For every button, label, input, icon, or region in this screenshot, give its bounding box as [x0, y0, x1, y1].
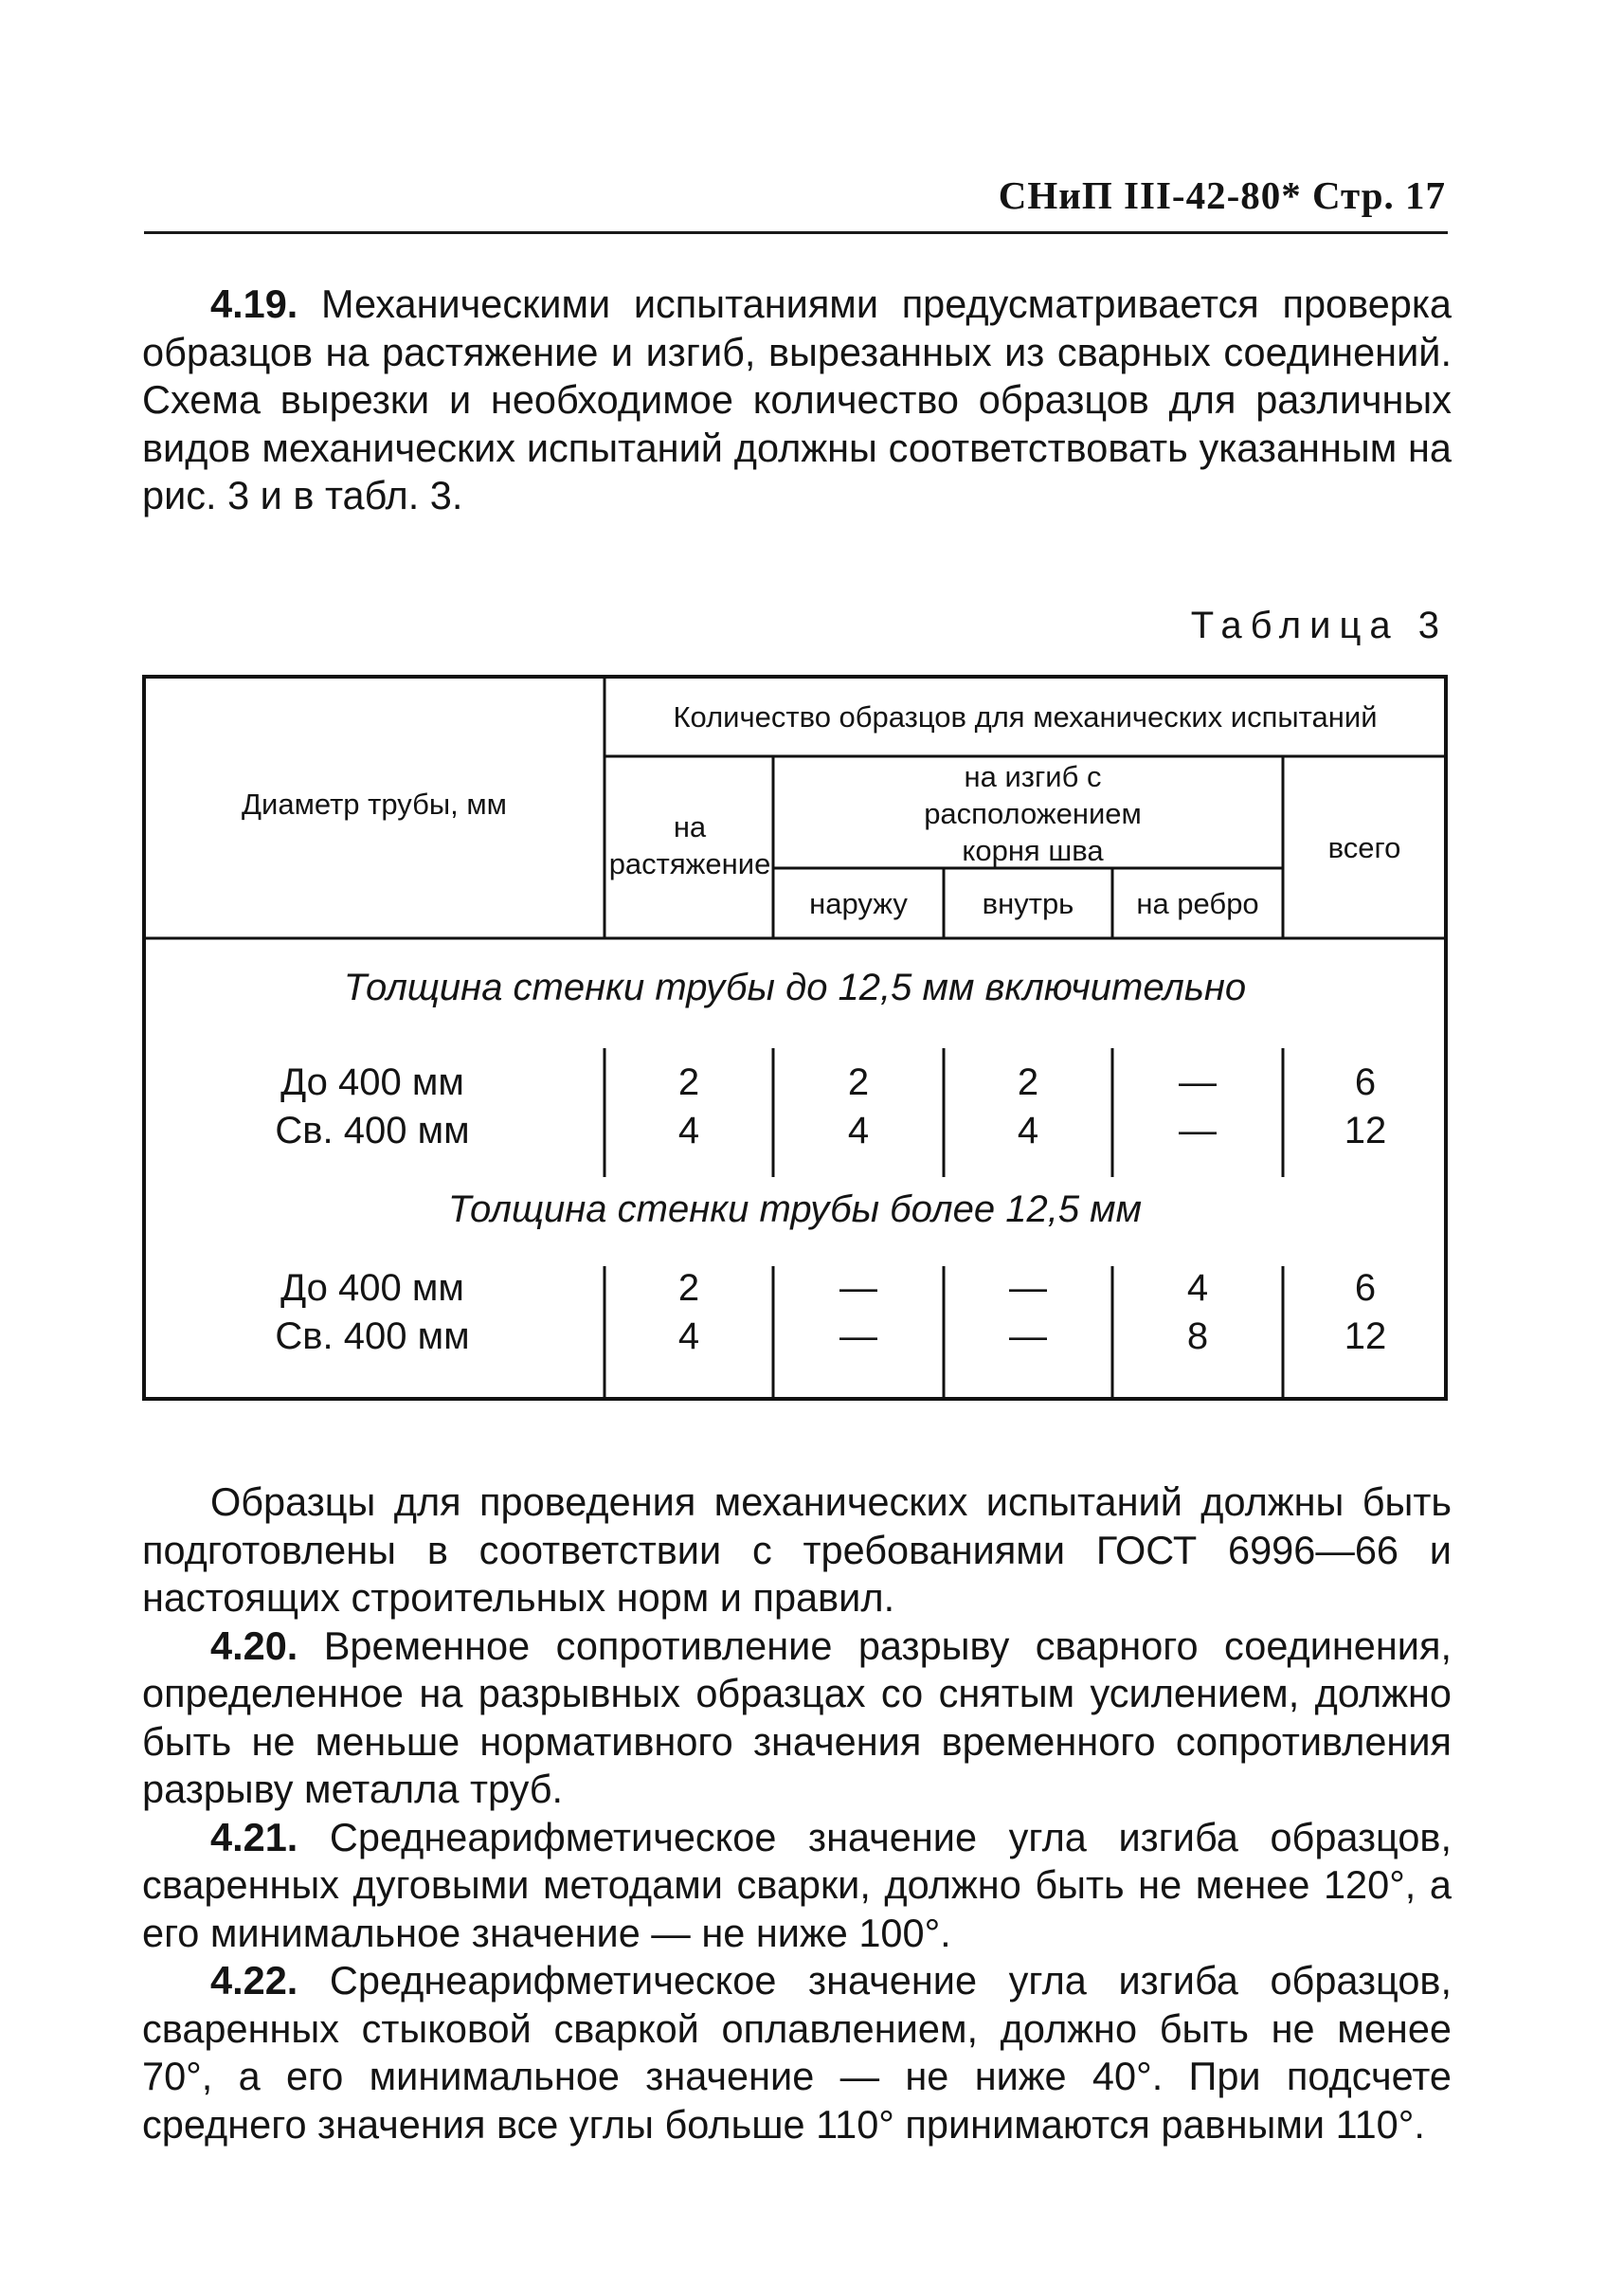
cell-total: 6	[1354, 1267, 1377, 1309]
cell-tension: 4	[677, 1110, 700, 1151]
cell-bend-edge: 4	[1186, 1267, 1209, 1309]
table-caption: Таблица 3	[1190, 605, 1448, 646]
cell-bend-out: —	[839, 1315, 877, 1357]
cell-bend-edge: 8	[1186, 1315, 1209, 1357]
paragraph-4-20	[142, 1622, 1452, 1814]
cell-tension: 2	[677, 1267, 700, 1309]
cell-bend-edge: —	[1179, 1110, 1217, 1151]
header-diameter: Диаметр трубы, мм	[242, 787, 507, 821]
table-3	[142, 675, 1448, 1401]
paragraph-text: Временное сопротивление разрыву сварного соединения, определенное на разрывных образцах со снятым усилением, должно быть не меньше нормативного значения временного сопротивления разрыву металла труб.	[142, 1622, 1452, 1811]
header-total: всего	[1327, 830, 1401, 864]
cell-bend-edge: —	[1179, 1061, 1217, 1103]
row-diameter: Св. 400 мм	[275, 1315, 470, 1357]
section-title-thin-wall: Толщина стенки трубы до 12,5 мм включительно	[343, 967, 1247, 1008]
row-diameter: До 400 мм	[280, 1061, 464, 1103]
cell-total: 6	[1354, 1061, 1377, 1103]
page-header-title: СНиП III-42-80* Стр. 17	[998, 173, 1446, 217]
cell-bend-out: 4	[847, 1110, 870, 1151]
header-bend-edge: на ребро	[1136, 886, 1259, 920]
paragraph-text: Образцы для проведения механических испытаний должны быть подготовлены в соответствии с требованиями ГОСТ 6996—66 и настоящих строительных норм и правил.	[142, 1479, 1452, 1620]
cell-total: 12	[1344, 1315, 1387, 1357]
paragraph-text: Среднеарифметическое значение угла изгиба образцов, сваренных стыковой сваркой оплавлением, должно быть не менее 70°, а его минимальное значение — не ниже 40°. При подсчете среднего значения все углы больше 110° принимаются равными 110°.	[142, 1958, 1452, 2147]
cell-bend-out: —	[839, 1267, 877, 1309]
header-tension: на растяжение	[608, 810, 771, 880]
paragraph-4-21	[142, 1814, 1452, 1958]
cell-bend-in: 2	[1017, 1061, 1039, 1103]
cell-bend-in: —	[1009, 1267, 1047, 1309]
cell-tension: 2	[677, 1061, 700, 1103]
paragraph-samples	[142, 1478, 1452, 1622]
paragraph-4-22	[142, 1957, 1452, 2148]
header-bend-group: на изгиб с расположением корня шва	[924, 759, 1142, 867]
cell-bend-in: —	[1009, 1315, 1047, 1357]
paragraph-number: 4.20.	[210, 1622, 298, 1668]
paragraph-4-19	[142, 281, 1452, 520]
paragraph-text: Среднеарифметическое значение угла изгиба образцов, сваренных дуговыми методами сварки, должно быть не менее 120°, а его минимальное значение — не ниже 100°.	[142, 1814, 1452, 1955]
section-title-thick-wall: Толщина стенки трубы более 12,5 мм	[447, 1188, 1143, 1230]
page-header	[144, 171, 1448, 234]
cell-total: 12	[1344, 1110, 1387, 1151]
paragraph-text: Механическими испытаниями предусматривается проверка образцов на растяжение и изгиб, вырезанных из сварных соединений. Схема вырезки и необходимое количество образцов для различных видов механических испытаний должны соответствовать указанным на рис. 3 и в табл. 3.	[142, 281, 1452, 517]
body-text-after-table	[142, 1478, 1452, 2148]
cell-tension: 4	[677, 1315, 700, 1357]
row-diameter: Св. 400 мм	[275, 1110, 470, 1151]
header-samples-group: Количество образцов для механических испытаний	[673, 699, 1378, 734]
cell-bend-out: 2	[847, 1061, 870, 1103]
paragraph-number: 4.22.	[210, 1958, 298, 2003]
header-bend-in: внутрь	[982, 886, 1074, 920]
header-bend-out: наружу	[809, 886, 908, 920]
cell-bend-in: 4	[1017, 1110, 1039, 1151]
paragraph-number: 4.19.	[210, 281, 298, 326]
row-diameter: До 400 мм	[280, 1267, 464, 1309]
paragraph-number: 4.21.	[210, 1814, 298, 1859]
